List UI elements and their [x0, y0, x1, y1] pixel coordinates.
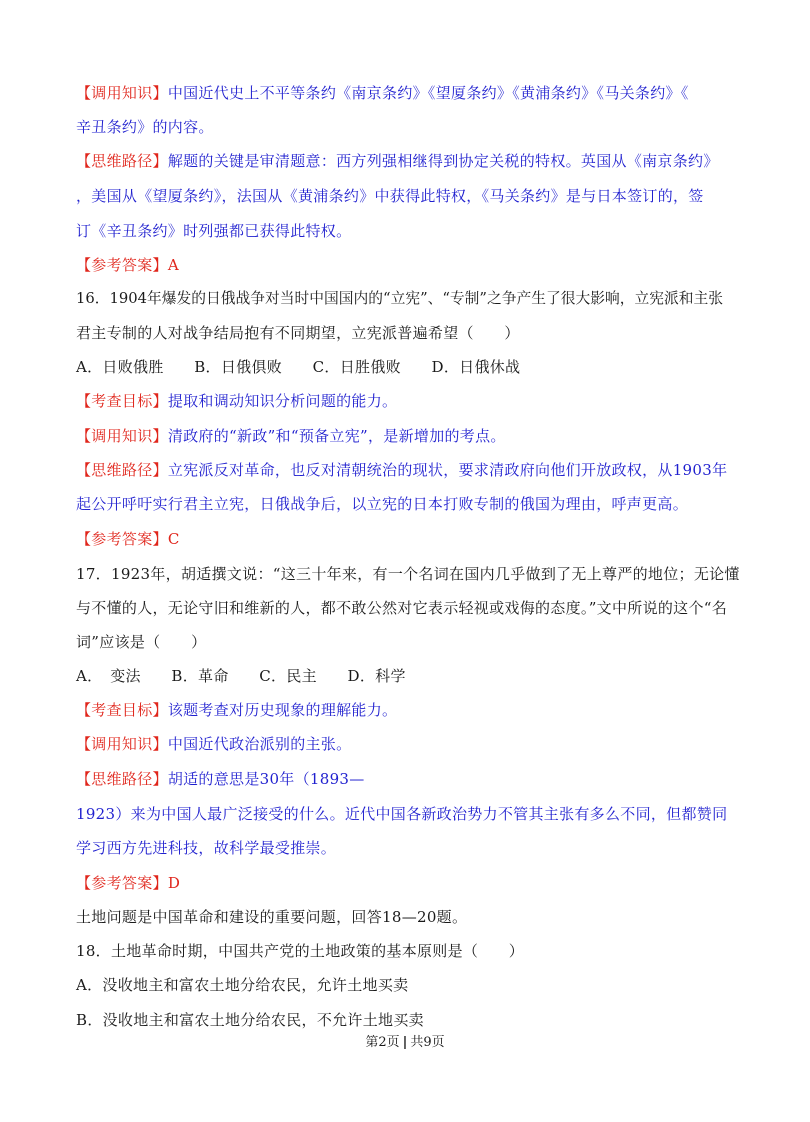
- answer-tag: 【参考答案】: [76, 874, 168, 892]
- tiaoyong-tag: 【调用知识】: [76, 735, 168, 753]
- q15-tiaoyong-line2: 辛丑条约》的内容。: [76, 118, 214, 136]
- answer-tag: 【参考答案】: [76, 530, 168, 548]
- siwei-tag: 【思维路径】: [76, 461, 168, 479]
- q16-tiaoyong: [76, 426, 740, 446]
- q15-answer: [76, 255, 740, 275]
- q15-siwei-line1: [76, 151, 740, 171]
- q17-siwei-line2: 1923）来为中国人最广泛接受的什么。近代中国各新政治势力不管其主张有多么不同，但都赞同: [76, 805, 728, 823]
- page-number: 第2页: [365, 1035, 400, 1050]
- q17-options: A． 变法 B．革命 C．民主 D．科学: [76, 667, 406, 685]
- q16-kaocha-text: 提取和调动知识分析问题的能力。: [167, 392, 398, 410]
- q16-siwei-line1: [76, 460, 740, 480]
- answer-value: C: [167, 530, 180, 548]
- q17-tiaoyong: [76, 734, 740, 754]
- q18-stem: 18．土地革命时期，中国共产党的土地政策的基本原则是（ ）: [76, 942, 525, 960]
- answer-value: A: [167, 256, 179, 274]
- footer-separator: |: [402, 1035, 408, 1050]
- siwei-tag: 【思维路径】: [76, 152, 168, 170]
- q16-stem-line1: 16．1904年爆发的日俄战争对当时中国国内的“立宪”、“专制”之争产生了很大影响，立宪派和主张: [76, 290, 723, 307]
- q17-stem-line3: 词”应该是（ ）: [76, 633, 207, 651]
- page-footer: [0, 1031, 810, 1050]
- q15-siwei-line2: ，美国从《望厦条约》，法国从《黄浦条约》中获得此特权，《马关条约》是与日本签订的，签: [76, 187, 704, 205]
- q17-kaocha: [76, 700, 740, 720]
- section-intro: 土地问题是中国革命和建设的重要问题，回答18—20题。: [76, 908, 468, 926]
- q16-tiaoyong-text: 清政府的“新政”和“预备立宪”，是新增加的考点。: [167, 427, 506, 445]
- q16-siwei-line2: 起公开呼吁实行君主立宪，日俄战争后，以立宪的日本打败专制的俄国为理由，呼声更高。: [76, 495, 689, 513]
- tiaoyong-tag: 【调用知识】: [76, 84, 168, 102]
- q15-tiaoyong-line1: [76, 83, 740, 103]
- q17-stem-line1: 17．1923年，胡适撰文说：“这三十年来，有一个名词在国内几乎做到了无上尊严的地位；无论懂: [76, 565, 740, 583]
- q17-siwei-line3: 学习西方先进科技，故科学最受推崇。: [76, 839, 337, 857]
- q16-options: A．日败俄胜 B．日俄俱败 C．日胜俄败 D．日俄休战: [76, 358, 521, 376]
- q18-option-b: B．没收地主和富农土地分给农民，不允许土地买卖: [76, 1011, 424, 1029]
- q15-siwei-text: 解题的关键是审清题意：西方列强相继得到协定关税的特权。英国从《南京条约》: [167, 152, 719, 170]
- q17-siwei-text: 胡适的意思是30年（1893—: [167, 770, 365, 788]
- q18-option-a: A．没收地主和富农土地分给农民，允许土地买卖: [76, 976, 409, 994]
- q17-siwei-line1: [76, 769, 740, 789]
- q15-tiaoyong-text: 中国近代史上不平等条约《南京条约》《望厦条约》《黄浦条约》《马关条约》《: [167, 84, 689, 102]
- q17-kaocha-text: 该题考查对历史现象的理解能力。: [167, 701, 398, 719]
- siwei-tag: 【思维路径】: [76, 770, 168, 788]
- q16-answer: [76, 529, 740, 549]
- page-total: 共9页: [410, 1035, 445, 1050]
- q17-tiaoyong-text: 中国近代政治派别的主张。: [167, 735, 352, 753]
- q15-siwei-line3: 订《辛丑条约》时列强都已获得此特权。: [76, 222, 352, 240]
- q16-kaocha: [76, 391, 740, 411]
- q17-stem-line2: 与不懂的人，无论守旧和维新的人，都不敢公然对它表示轻视或戏侮的态度。”文中所说的这个“名: [76, 599, 728, 617]
- q17-answer: [76, 873, 740, 893]
- kaocha-tag: 【考查目标】: [76, 392, 168, 410]
- answer-value: D: [167, 874, 181, 892]
- q16-siwei-text: 立宪派反对革命，也反对清朝统治的现状，要求清政府向他们开放政权，从1903年: [167, 461, 728, 479]
- q16-stem-line2: 君主专制的人对战争结局抱有不同期望，立宪派普遍希望（ ）: [76, 324, 520, 342]
- tiaoyong-tag: 【调用知识】: [76, 427, 168, 445]
- kaocha-tag: 【考查目标】: [76, 701, 168, 719]
- answer-tag: 【参考答案】: [76, 256, 168, 274]
